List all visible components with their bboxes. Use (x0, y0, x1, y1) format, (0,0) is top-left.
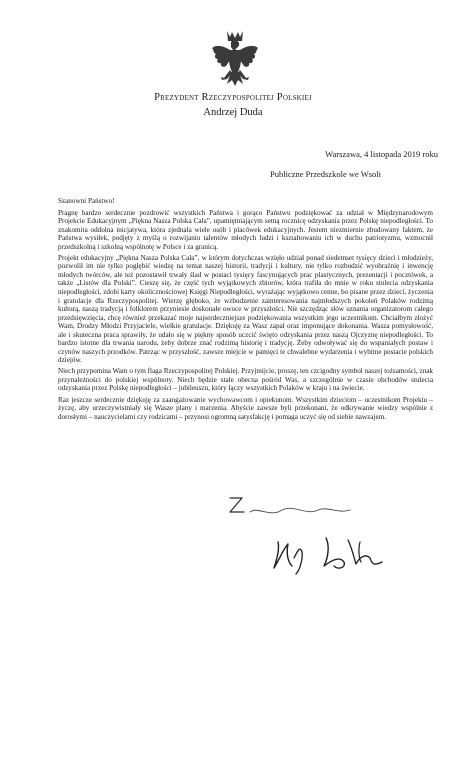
letter-salutation: Szanowni Państwo! (58, 197, 115, 205)
letter-paragraph: Projekt edukacyjny „Piękna Nasza Polska Cała”, w którym dotychczas wzięło udział ponad siedemset tysięcy dzieci i młodzieży, pozwolił im nie tylko pogłębić wiedzę na temat naszej historii, tradycji i kultury, nie tylko rozbudzić wyobraźnię i inwencję młodych twórców, ale też pozostawił trwały ślad w postaci tysięcy fascynujących prac plastycznych, prezentacji i pocztówek, a także „Listów dla Polski”. Cieszę się, że część tych wyjątkowych zbiorów, która trafiła do mnie w roku stulecia odzyskania niepodległości, zdobi karty okolicznościowej Księgi Niepodległości, wyrażając wyjątkowo cenne, bo pisane przez dzieci, życzenia i gratulacje dla Rzeczypospolitej. Wierzę głęboko, że wzbudzenie zainteresowania najmłodszych pokoleń Polaków rodzimą kulturą, naszą tradycją i folklorem przyniesie doskonałe owoce w przyszłości. Nie szczędząc słów uznania organizatorom całego przedsięwzięcia, chcę również przekazać moje najserdeczniejsze podziękowania wszystkim jego uczestnikom. Chciałbym złożyć Wam, Drodzy Młodzi Przyjaciele, wielkie gratulacje. Dziękuję za Wasz zapał oraz imponujące dokonania. Wasza pomysłowość, ale i skuteczna praca sprawiły, że udało się w piękny sposób uczcić święto odzyskania przez naszą Ojczyznę niepodległości. To bardzo istotne dla trwania narodu, żeby dobrze znać rodzimą historię i tradycję. Żeby odwoływać się do wspaniałych postaw i czynów naszych przodków. Patrząc w przyszłość, zawsze miejcie w pamięci te chwalebne wydarzenia i wybitne postacie polskich dziejów. (58, 253, 433, 365)
polish-eagle-emblem-icon (210, 28, 260, 100)
handwritten-closing-icon (210, 492, 380, 526)
letter-paragraph: Pragnę bardzo serdecznie pozdrowić wszystkich Państwa i gorąco Państwu podziękować za udział w Międzynarodowym Projekcie Edukacyjnym „Piękna Nasza Polska Cała”, upamiętniającym setną rocznicę odzyskania przez Polskę niepodległości. To znakomita oddolna inicjatywa, która zjednała wiele osób i placówek edukacyjnych. Jestem niezmiernie zbudowany faktem, że Państwa wysiłek, podjęty z myślą o rozwijaniu talentów młodych ludzi i kształtowaniu ich w duchu patriotyzmu, wzmocnił przedszkolną i szkolną wspólnotę w Polsce i za granicą. (58, 208, 433, 251)
signature-icon (260, 528, 410, 576)
header-title: Prezydent Rzeczypospolitej Polskiej (154, 92, 312, 103)
letter-body (58, 197, 433, 421)
letter-date: Warszawa, 4 listopada 2019 roku (325, 149, 438, 159)
letter-recipient: Publiczne Przedszkole we Wsoli (270, 169, 382, 179)
letter-paragraph: Niech przypomina Wam o tym flaga Rzeczypospolitej Polskiej. Przyjmijcie, proszę, ten czcigodny symbol naszej tożsamości, znak przynależności do polskiej wspólnoty. Niech będzie stale obecna pośród Was, a szczególnie w czasie obchodów stulecia odzyskania przez Polskę niepodległości – jubileuszu, który łączy wszystkich Polaków w kraju i na świecie. (58, 367, 433, 393)
header-name: Andrzej Duda (203, 107, 263, 118)
letter-paragraph: Raz jeszcze serdecznie dziękuję za zaangażowanie wychowawcom i opiekunom. Wszystkim dzieciom – uczestnikom Projektu – życzę, aby urzeczywistniały się Wasze plany i marzenia. Abyście zawsze byli przekonani, że odkrywanie wiedzy wspólnie z dorosłymi – nauczycielami czy rodzicami – przynosi ogromną satysfakcję i pomaga uczyć się od siebie nawzajem. (58, 395, 433, 421)
